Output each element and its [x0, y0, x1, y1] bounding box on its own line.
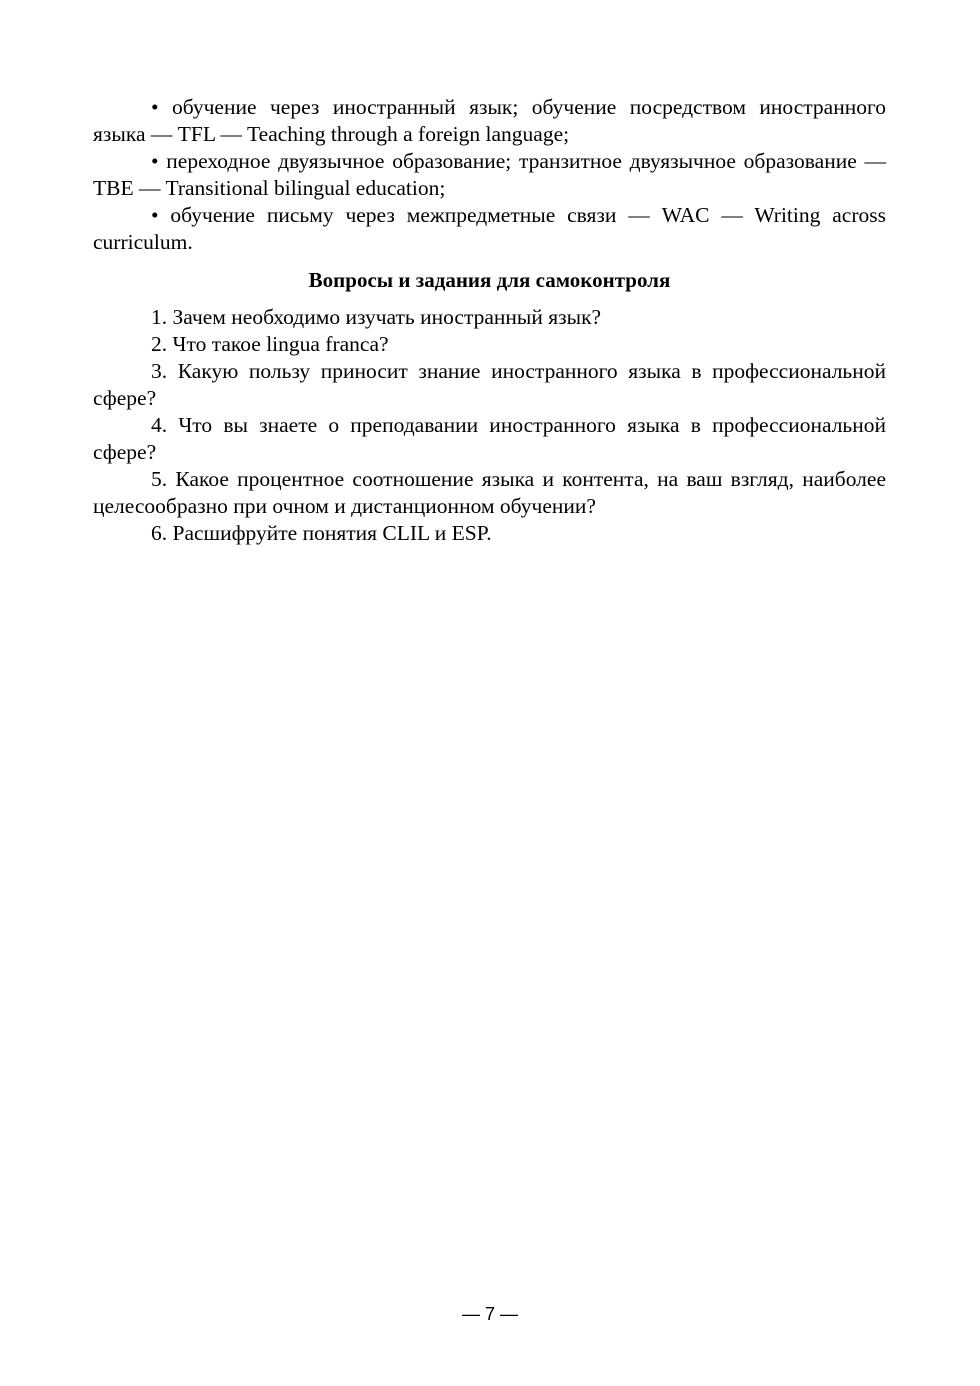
question-item: 6. Расшифруйте понятия CLIL и ESP.: [151, 521, 492, 545]
bullet-item: [93, 94, 886, 148]
question-item: 5. Какое процентное соотношение языка и контента, на ваш взгляд, наиболее целесообразно при очном и дистанционном обучении?: [93, 467, 886, 518]
bullet-text: обучение письму через межпредметные связи — WAC — Writing across curriculum.: [93, 203, 886, 254]
question-item: 2. Что такое lingua franca?: [151, 332, 389, 356]
bullet-text: переходное двуязычное образование; транзитное двуязычное образование — TBE — Transitional bilingual education;: [93, 149, 887, 200]
bullet-text: обучение через иностранный язык; обучение посредством иностранного языка — TFL — Teaching through a foreign language;: [93, 95, 886, 146]
question-item: 3. Какую пользу приносит знание иностранного языка в профессиональной сфере?: [93, 359, 886, 410]
question-item: 4. Что вы знаете о преподавании иностранного языка в профессиональной сфере?: [93, 413, 886, 464]
bullet-item: [93, 202, 886, 256]
bullet-icon: •: [151, 203, 159, 227]
bullet-item: [93, 148, 886, 202]
section-title: Вопросы и задания для самоконтроля: [308, 268, 671, 292]
bullet-icon: •: [151, 149, 159, 173]
bullet-icon: •: [151, 95, 159, 119]
page-content: [93, 94, 886, 547]
page-number: — 7 —: [461, 1304, 518, 1324]
question-item: 1. Зачем необходимо изучать иностранный язык?: [151, 305, 602, 329]
